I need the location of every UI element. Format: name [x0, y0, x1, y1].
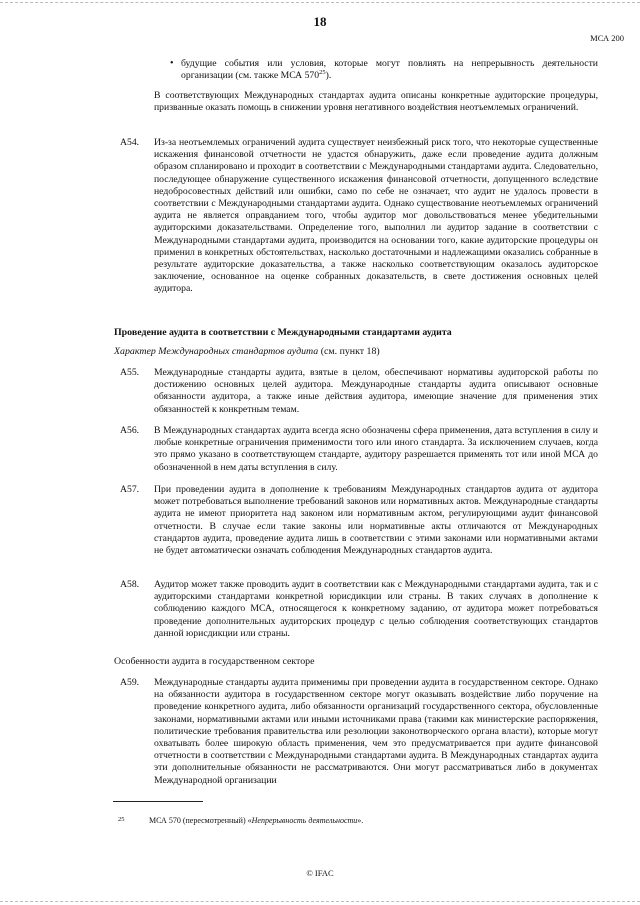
- footnote-number: 25: [118, 816, 125, 823]
- paragraph-a59: Международные стандарты аудита применимы при проведении аудита в государственном секторе. Однако на обязанности аудитора в государственном секторе могут оказывать воздействие либо поручение на проведение конкретного аудита, либо обязанности организаций государственного сектора, обусловленные законами, нормативными актами или иными источниками права (такими как министерские распоряжения, политические требования правительства или резолюции законотворческого органа власти), которые могут охватывать более широкую область применения, чем это предусматривается при аудите финансовой отчетности в соответствии с Международными стандартами аудита. В Международных стандартах аудита эти дополнительные обязанности не рассматриваются. Они могут рассматриваться либо в документах Международной организации: [154, 677, 598, 786]
- bullet-text: будущие события или условия, которые могут повлиять на непрерывность деятельности организации (см. также МСА 570: [181, 58, 598, 82]
- paragraph-a54: Из-за неотъемлемых ограничений аудита существует неизбежный риск того, что некоторые существенные искажения финансовой отчетности не удастся обнаружить, даже если проведение аудита должным образом спланировано и проходит в соответствии с Международными стандартами аудита. Следовательно, последующее обнаружение существенного искажения финансовой отчетности, допущенного вследствие недобросовестных действий или ошибки, само по себе не означает, что аудит не удалось провести в соответствии с Международными стандартами аудита. Однако существование неотъемлемых ограничений аудита не является оправданием того, чтобы аудитор мог довольствоваться менее убедительными аудиторскими доказательствами. Определение того, выполнил ли аудитор задание в соответствии с Международными стандартами аудита, производится на основании того, какие аудиторские процедуры он применил в конкретных обстоятельствах, насколько достаточными и надлежащими оказались собранные в результате аудиторские доказательства, а также насколько соответствующим оказалось аудиторское заключение, основанное на оценке собранных доказательств, в свете достижения основных целей аудитора.: [154, 137, 598, 295]
- footnote-ref: 25: [319, 68, 326, 76]
- footnote-text-start: МСА 570 (пересмотренный) «: [149, 816, 252, 825]
- paragraph-number-a56: A56.: [120, 425, 140, 436]
- paragraph-a56: В Международных стандартах аудита всегда ясно обозначены сфера применения, дата вступления в силу и любые конкретные ограничения применимости того или иного стандарта. За исключением случаев, когда это прямо указано в соответствующем стандарте, аудитору разрешается применять тот или иной МСА до обозначенной в нем даты вступления в силу.: [154, 425, 598, 473]
- scan-edge-bottom: [0, 901, 640, 902]
- subheading-ref: (см. пункт 18): [318, 346, 380, 357]
- footnote-text-title: Непрерывность деятельности: [251, 816, 358, 825]
- bullet-item: [181, 58, 598, 82]
- paragraph-number-a58: A58.: [120, 579, 140, 590]
- section-heading: Проведение аудита в соответствии с Международными стандартами аудита: [114, 327, 452, 338]
- bullet-marker: •: [170, 58, 174, 69]
- page-number: 18: [313, 14, 327, 29]
- paragraph-a55: Международные стандарты аудита, взятые в целом, обеспечивают нормативы аудиторской работы по достижению основных целей аудитора. Международные стандарты аудита описывают основные обязанности аудитора, а также иные действия аудитора, имеющие значение для применения этих обязанностей к конкретным темам.: [154, 367, 598, 415]
- copyright-footer: © IFAC: [306, 868, 334, 878]
- paragraph-a58: Аудитор может также проводить аудит в соответствии как с Международными стандартами аудита, так и с аудиторскими стандартами конкретной юрисдикции или страны. В таких случаях в дополнение к соблюдению каждого МСА, относящегося к конкретному заданию, от аудитора может потребоваться проведение дополнительных аудиторских процедур с целью соблюдения соответствующих стандартов данной юрисдикции или страны.: [154, 579, 598, 639]
- paragraph-number-a59: A59.: [120, 677, 140, 688]
- header-standard-label: МСА 200: [590, 33, 624, 43]
- intro-paragraph: В соответствующих Международных стандартах аудита описаны конкретные аудиторские процедуры, призванные оказать помощь в снижении уровня негативного воздействия неотъемлемых ограничений.: [154, 90, 598, 114]
- footnote-divider: [113, 801, 203, 802]
- paragraph-number-a54: A54.: [120, 137, 140, 148]
- paragraph-number-a57: A57.: [120, 484, 140, 495]
- scan-edge-top: [0, 2, 640, 3]
- bullet-text-end: ).: [325, 70, 332, 82]
- public-sector-heading: Особенности аудита в государственном секторе: [114, 656, 315, 667]
- footnote-text: [149, 816, 363, 825]
- paragraph-number-a55: A55.: [120, 367, 140, 378]
- subheading: [114, 346, 380, 358]
- subheading-title: Характер Международных стандартов аудита: [114, 346, 319, 357]
- paragraph-a57: При проведении аудита в дополнение к требованиям Международных стандартов аудита от аудитора может потребоваться выполнение требований законов или нормативных актов. Международные стандарты аудита не имеют приоритета над законом или нормативным актом, регулирующими аудит финансовой отчетности. В случае если такие законы или нормативные акты отличаются от Международных стандартов аудита, проведение аудита лишь в соответствии с этими законами или нормативными актами не будет автоматически означать соблюдения Международных стандартов аудита.: [154, 484, 598, 557]
- footnote-text-end: ».: [357, 816, 364, 825]
